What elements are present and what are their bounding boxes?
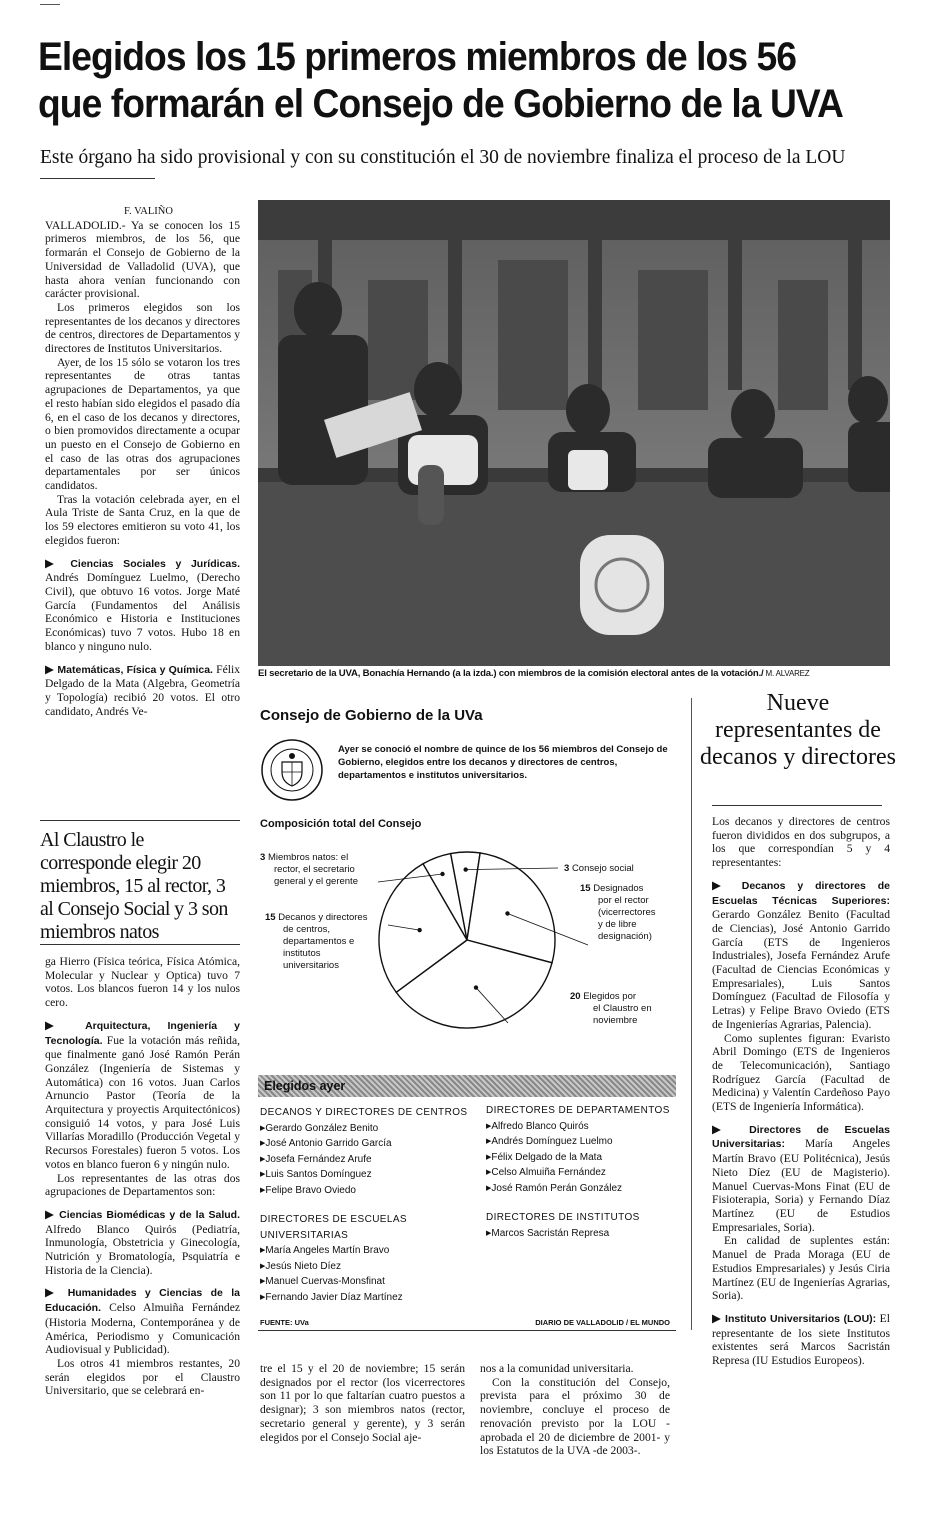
list-item: ▶ Gerardo González Benito xyxy=(260,1121,480,1137)
pie-label-line: y de libre xyxy=(598,919,637,930)
list-item: ▶ Luis Santos Domínguez xyxy=(260,1167,480,1183)
paragraph-text: El representante de los siete Institutos existentes será Marcos Sacristán Represa (IU Estudios Europeos). xyxy=(712,1311,890,1368)
list-item: ▶ Félix Delgado de la Mata xyxy=(486,1150,676,1166)
paragraph: ga Hierro (Física teórica, Física Atómica, Molecular y Nuclear y Optica) tuvo 7 votos. Los blancos fueron 14 y los nulos cero. xyxy=(45,955,240,1010)
pie-leader-dot xyxy=(417,928,421,932)
section-paragraph: ▶ Humanidades y Ciencias de la Educación. Celso Almuiña Fernández (Historia Moderna, Contemporánea y de América, Periodismo y Comunicación Audiovisual y Publicidad). xyxy=(45,1286,240,1357)
section-keyword: Ciencias Biomédicas y de la Salud. xyxy=(59,1208,240,1221)
paragraph-text: María Angeles Martín Bravo (EU Politécnica), Jesús Nieto Díez (EU de Magisterio). Manuel Cuervas-Mons Finat (EU de Fisioterapia, Soria) y Fernando Díaz Martínez (EU de Estudios Empresariales, Soria). xyxy=(712,1137,890,1234)
pie-label-line: Decanos y directores xyxy=(278,912,368,923)
pie-label-decanos xyxy=(265,912,367,924)
section-keyword: Matemáticas, Física y Química. xyxy=(57,663,213,676)
group-title: DIRECTORES DE INSTITUTOS xyxy=(486,1212,640,1223)
news-photo xyxy=(258,200,890,666)
group-institutos xyxy=(486,1210,676,1241)
pie-label-line: rector, el secretario xyxy=(274,864,355,875)
infobox-source: FUENTE: UVa xyxy=(260,1318,309,1327)
photo-caption xyxy=(258,668,898,679)
group-title: DIRECTORES DE DEPARTAMENTOS xyxy=(486,1105,670,1116)
sidebar-heading: Nueve representantes de decanos y directores xyxy=(700,690,896,770)
section-paragraph: ▶ Directores de Escuelas Universitarias: María Angeles Martín Bravo (EU Politécnica), Jesús Nieto Díez (EU de Magisterio). Manuel Cuervas-Mons Finat (EU de Fisioterapia, Soria) y Fernando Díaz Martínez (EU de Estudios Empresariales, Soria). xyxy=(712,1122,890,1234)
article-column-2-bottom xyxy=(260,1362,465,1444)
sidebar-heading-rule xyxy=(712,805,882,806)
pullquote-rule-bottom xyxy=(40,944,240,945)
pie-label-line: designación) xyxy=(598,931,652,942)
list-item: ▶ Felipe Bravo Oviedo xyxy=(260,1183,480,1199)
pie-label-line: general y el gerente xyxy=(274,876,358,887)
section-keyword: Instituto Universitarios (LOU): xyxy=(725,1312,877,1325)
infobox-credit: DIARIO DE VALLADOLID / EL MUNDO xyxy=(535,1318,670,1327)
list-item: ▶ Alfredo Blanco Quirós xyxy=(486,1119,676,1135)
photo-illustration xyxy=(258,200,890,666)
infobox-intro: Ayer se conoció el nombre de quince de los 56 miembros del Consejo de Gobierno, elegidos entre los decanos y directores de centros, departamentos e institutos universitarios. xyxy=(338,744,668,781)
group-decanos xyxy=(260,1105,480,1198)
list-item: ▶ José Ramón Perán González xyxy=(486,1181,676,1197)
section-paragraph: ▶ Decanos y directores de Escuelas Técnicas Superiores: Gerardo González Benito (Facultad de Ciencias), José Antonio Garrido García (ETS de Ingenieros Industriales), Josefa Fernández Arufe (Facultad de Ciencias Económicas y Empresariales), Luis Santos Domínguez (Facultad de Filosofía y Letras) y Felipe Bravo Oviedo (ETS de Ingenierías Agrarias, Palencia). xyxy=(712,878,890,1031)
group-title: UNIVERSITARIAS xyxy=(260,1229,349,1241)
composition-title: Composición total del Consejo xyxy=(260,818,422,830)
paragraph: Los primeros elegidos son los representantes de los decanos y directores de centros, directores de Departamentos y directores de Institutos Universitarios. xyxy=(45,300,240,356)
pie-label-consejo-social xyxy=(564,863,634,875)
caption-text: El secretario de la UVA, Bonachía Hernando (a la izda.) con miembros de la comisión electoral antes de la votación./ xyxy=(258,668,764,679)
pie-label-value: 15 xyxy=(265,912,276,923)
paragraph: Los decanos y directores de centros fueron divididos en dos subgrupos, a los que correspondían 5 y 4 representantes: xyxy=(712,815,890,870)
group-title: DIRECTORES DE ESCUELAS xyxy=(260,1214,407,1225)
pie-label-designados xyxy=(580,883,643,895)
pie-label-value: 3 xyxy=(260,852,266,863)
list-item: ▶ Fernando Javier Díaz Martínez xyxy=(260,1290,480,1306)
pie-label-value: 20 xyxy=(570,991,581,1002)
pie-label-line: departamentos e xyxy=(283,936,355,947)
pie-leader-dot xyxy=(505,911,509,915)
group-departamentos xyxy=(486,1103,676,1196)
paragraph xyxy=(45,219,240,301)
list-item: ▶ Celso Almuiña Fernández xyxy=(486,1165,676,1181)
paragraph: Con la constitución del Consejo, prevista para el próximo 30 de noviembre, concluye el proceso de renovación previsto por la LOU -aprobada el 20 de diciembre de 2001- y los Estatutos de la UVA -de 2003-. xyxy=(480,1375,670,1458)
pie-label-line: universitarios xyxy=(283,960,339,971)
group-escuelas xyxy=(260,1212,480,1305)
pie-label-value: 15 xyxy=(580,883,591,894)
pullquote: Al Claustro le corresponde elegir 20 miembros, 15 al rector, 3 al Consejo Social y 3 son miembros natos xyxy=(40,829,228,943)
paragraph-text: Gerardo González Benito (Facultad de Ciencias), José Antonio Garrido García (ETS de Ingenieros Industriales), Josefa Fernández Arufe (Facultad de Ciencias Económicas y Empresariales), Luis Santos Domínguez (Facultad de Filosofía y Letras) y Felipe Bravo Oviedo (ETS de Ingenierías Agrarias, Palencia). xyxy=(712,908,890,1031)
pie-label-line: Elegidos por xyxy=(583,991,637,1002)
paragraph-text: Celso Almuiña Fernández (Historia Moderna, Contemporánea y de América, Periodismo y Comunicación Audiovisual y Publicidad). xyxy=(45,1301,240,1357)
pie-label-line: institutos xyxy=(283,948,321,959)
list-item: ▶ Josefa Fernández Arufe xyxy=(260,1152,480,1168)
pie-label-line: (vicerrectores xyxy=(598,907,656,918)
section-keyword: Decanos y directores de Escuelas Técnicas Superiores: xyxy=(712,879,890,907)
list-item: ▶ Andrés Domínguez Luelmo xyxy=(486,1134,676,1150)
pie-label-line: de centros, xyxy=(283,924,330,935)
pie-label-line: por el rector xyxy=(598,895,649,906)
paragraph-text: Félix Delgado de la Mata (Algebra, Geometría y Topología) recibió 20 votos. El otro candidato, Andrés Ve- xyxy=(45,662,240,718)
pie-leader-dot xyxy=(440,872,444,876)
infobox-bottom-rule xyxy=(258,1330,676,1331)
byline: F. VALIÑO xyxy=(124,206,173,217)
article-column-1-top xyxy=(45,205,240,718)
subheadline: Este órgano ha sido provisional y con su constitución el 30 de noviembre finaliza el proceso de la LOU xyxy=(40,147,846,168)
paragraph: Los representantes de las otras dos agrupaciones de Departamentos son: xyxy=(45,1171,240,1199)
pie-leader-dot xyxy=(463,867,467,871)
section-paragraph: ▶ Ciencias Sociales y Jurídicas. Andrés Domínguez Luelmo, (Derecho Civil), que obtuvo 16 votos. Jorge Maté García (Fundamentos del Análisis Económico e Historia e Instituciones Económicas) tuvo 7 votos. Hubo 18 en blanco y ninguno nulo. xyxy=(45,556,240,653)
paragraph: Los otros 41 miembros restantes, 20 serán elegidos por el Claustro Universitario, que se celebrará en- xyxy=(45,1356,240,1398)
paragraph: tre el 15 y el 20 de noviembre; 15 serán designados por el rector (los vicerrectores son 11 por lo que faltarían cuatro puestos a designar); 3 son miembros natos (rector, secretario general y gerente), y 3 serán elegidos por el Consejo Social aje- xyxy=(260,1362,465,1444)
infobox xyxy=(258,700,676,1330)
article-column-1-bottom xyxy=(45,955,240,1398)
column-divider xyxy=(691,698,692,1330)
elegidos-label: Elegidos ayer xyxy=(264,1079,346,1093)
section-keyword: Humanidades y Ciencias de la Educación. xyxy=(45,1287,240,1315)
photo-credit: M. ALVAREZ xyxy=(763,669,810,678)
section-paragraph: ▶ Matemáticas, Física y Química. Félix Delgado de la Mata (Algebra, Geometría y Topología) recibió 20 votos. El otro candidato, Andrés Ve- xyxy=(45,662,240,718)
dateline: VALLADOLID.- xyxy=(45,218,126,232)
headline: Elegidos los 15 primeros miembros de los 56 que formarán el Consejo de Gobierno de la UVA xyxy=(38,35,843,126)
section-keyword: Directores de Escuelas Universitarias: xyxy=(712,1123,890,1151)
pie-label-claustro xyxy=(570,991,636,1003)
paragraph: Ayer, de los 15 sólo se votaron los tres representantes de otras tantas agrupaciones de Departamentos, ya que el resto habían sido elegidos el pasado día 6, en el caso de los decanos y directores, o bien promovidos directamente a ocupar un puesto en el Consejo de Gobierno en el caso de las otras dos agrupaciones departamentales por ser únicos candidatos. xyxy=(45,355,240,493)
elegidos-banner xyxy=(258,1075,676,1097)
pie-label-natos xyxy=(260,852,348,864)
list-item: ▶ José Antonio Garrido García xyxy=(260,1136,480,1152)
pie-label-line: Consejo social xyxy=(571,863,634,874)
infobox-title: Consejo de Gobierno de la UVa xyxy=(260,707,483,724)
pie-label-line: noviembre xyxy=(593,1015,638,1026)
paragraph-text: Fue la votación más reñida, que finalmente ganó José Ramón Perán González (Ingeniería de Sistemas y Automática) con 16 votos. Juan Carlos Arnuncio Pastor (Teoría de la Arquitectura y proyectis Arquitectónicos) consiguió 14 votos, y para José Luis Villarías Moradillo (Producción Vegetal y Recursos Forestales) fueron 5 votos. Los votos en blanco fueron 6 y ningún nulo. xyxy=(45,1033,240,1171)
paragraph: Tras la votación celebrada ayer, en el Aula Triste de Santa Cruz, en la que de los 59 electores emitieron su voto 41, los elegidos fueron: xyxy=(45,492,240,547)
paragraph-text: Alfredo Blanco Quirós (Pediatría, Inmunología, Obstetricia y Ginecología, Nutrición y Bromatología, Psquiatría e Historia de la Ciencia). xyxy=(45,1222,240,1277)
list-item: ▶ Marcos Sacristán Represa xyxy=(486,1226,676,1242)
university-seal-icon xyxy=(260,738,324,802)
paragraph: Como suplentes figuran: Evaristo Abril Domingo (ETS de Ingenieros de Telecomunicación), Santiago Rodríguez García (Facultad de Medicina) y Valentín Cardeñoso Payo (ETS de Ingeniería Informática). xyxy=(712,1031,890,1114)
group-title: DECANOS Y DIRECTORES DE CENTROS xyxy=(260,1107,468,1118)
top-rule xyxy=(40,4,60,5)
list-item: ▶ María Angeles Martín Bravo xyxy=(260,1243,480,1259)
paragraph-text: Andrés Domínguez Luelmo, (Derecho Civil), que obtuvo 16 votos. Jorge Maté García (Fundamentos del Análisis Económico e Historia e Instituciones Económicas) tuvo 7 votos. Hubo 18 en blanco y ninguno nulo. xyxy=(45,571,240,653)
section-paragraph: ▶ Arquitectura, Ingeniería y Tecnología. Fue la votación más reñida, que finalmente ganó José Ramón Perán González (Ingeniería de Sistemas y Automática) con 16 votos. Juan Carlos Arnuncio Pastor (Teoría de la Arquitectura y proyectis Arquitectónicos) consiguió 14 votos, y para José Luis Villarías Moradillo (Producción Vegetal y Recursos Forestales) fueron 5 votos. Los votos en blanco fueron 6 y ningún nulo. xyxy=(45,1018,240,1171)
pie-label-line: el Claustro en xyxy=(593,1003,652,1014)
paragraph: nos a la comunidad universitaria. xyxy=(480,1362,634,1375)
section-keyword: Arquitectura, Ingeniería y Tecnología. xyxy=(45,1019,240,1047)
section-keyword: Ciencias Sociales y Jurídicas. xyxy=(70,557,240,570)
pie-label-value: 3 xyxy=(564,863,570,874)
paragraph-text: Ya se conocen los 15 primeros miembros, de los 56, que formarán el Consejo de Gobierno de la Universidad de Valladolid (UVA), que hasta ahora venían funcionando con carácter provisional. xyxy=(45,218,240,301)
pie-label-line: Miembros natos: el xyxy=(267,852,349,863)
sidebar-column xyxy=(712,815,890,1368)
pie-label-line: Designados xyxy=(593,883,644,894)
subhead-rule xyxy=(40,178,155,179)
pie-leader-dot xyxy=(474,985,478,989)
article-column-3-bottom xyxy=(480,1362,670,1458)
list-item: ▶ Manuel Cuervas-Monsfinat xyxy=(260,1274,480,1290)
pullquote-rule-top xyxy=(40,820,240,821)
section-paragraph: ▶ Ciencias Biomédicas y de la Salud. Alfredo Blanco Quirós (Pediatría, Inmunología, Obstetricia y Ginecología, Nutrición y Bromatología, Psquiatría e Historia de la Ciencia). xyxy=(45,1207,240,1277)
section-paragraph: ▶ Instituto Universitarios (LOU): El representante de los siete Institutos existentes será Marcos Sacristán Represa (IU Estudios Europeos). xyxy=(712,1311,890,1368)
paragraph: En calidad de suplentes están: Manuel de Prada Moraga (EU de Estudios Empresariales) y Jesús Ciria Martínez (EU de Ingenierías Agrarias, Soria). xyxy=(712,1234,890,1303)
list-item: ▶ Jesús Nieto Díez xyxy=(260,1259,480,1275)
